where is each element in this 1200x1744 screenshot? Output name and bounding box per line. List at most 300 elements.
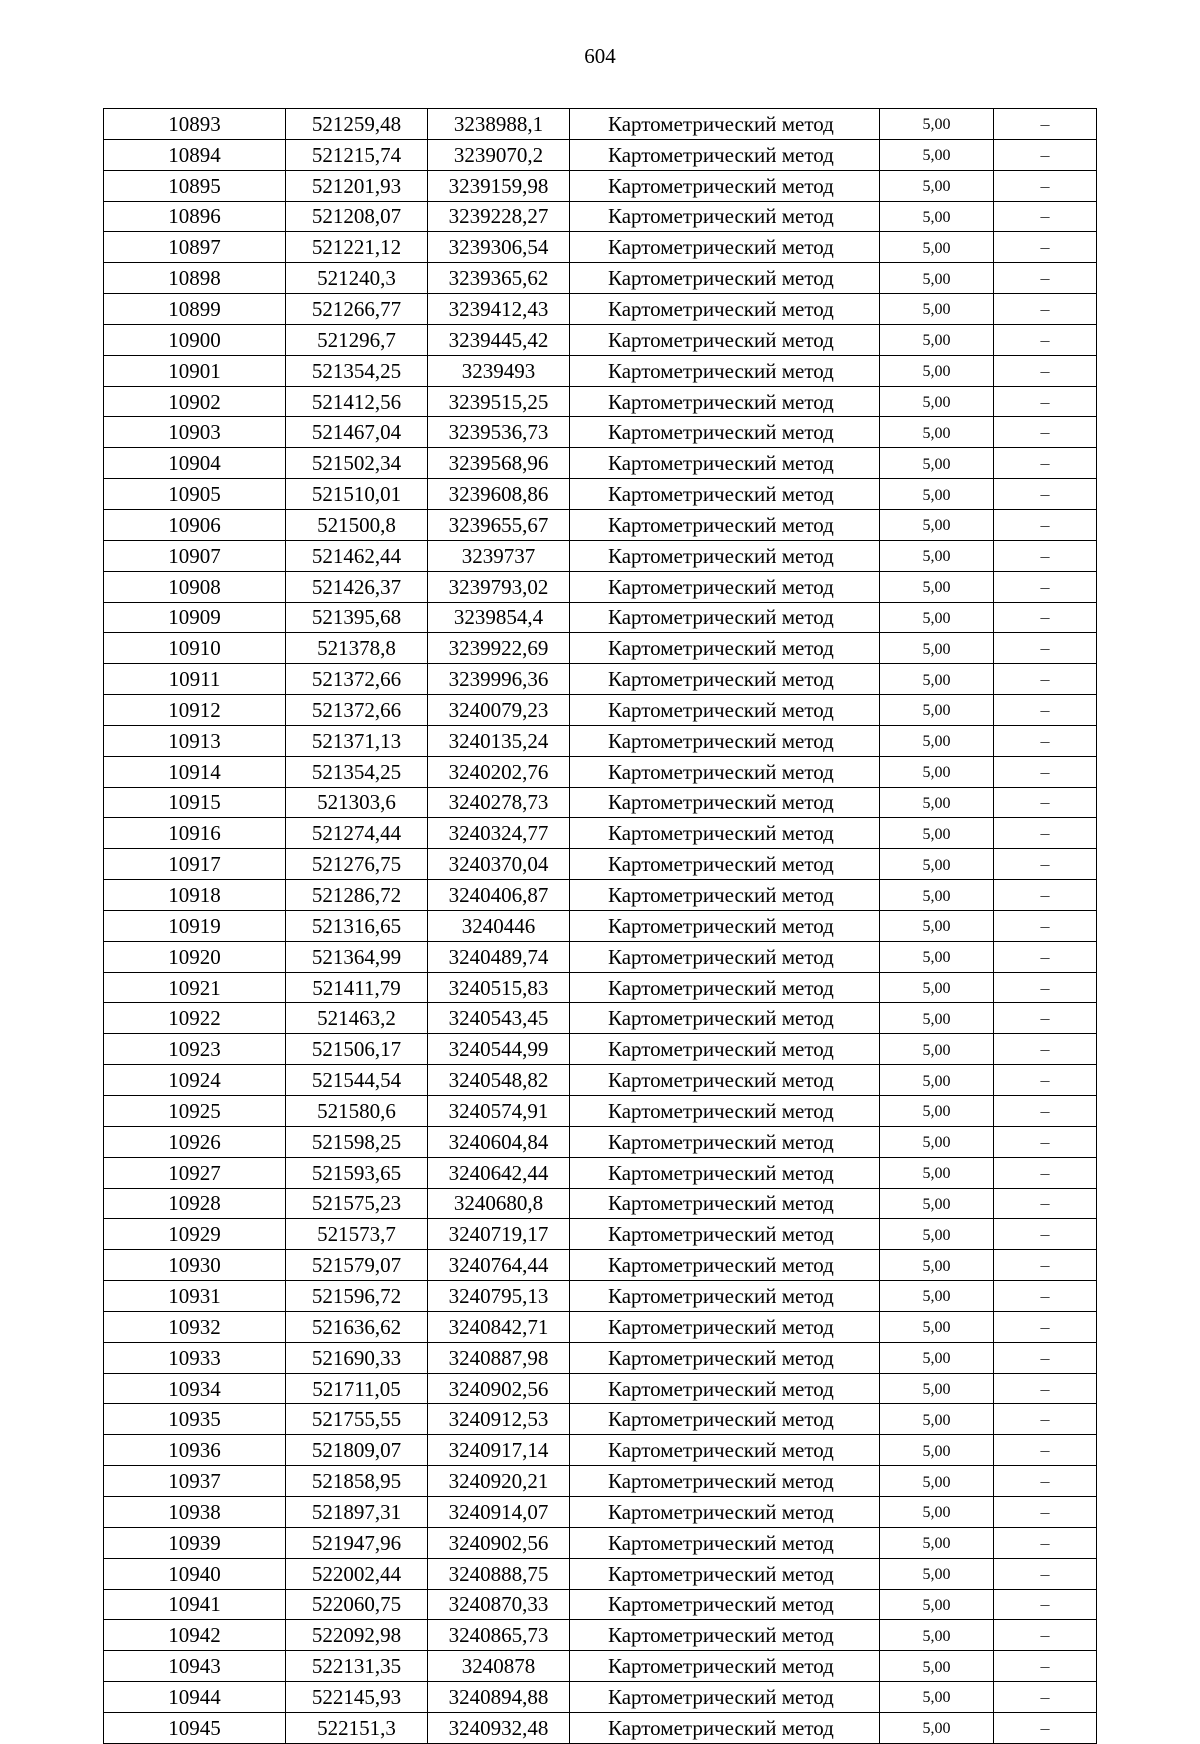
x-coordinate-cell: 521510,01 bbox=[286, 479, 428, 510]
note-cell: – bbox=[994, 725, 1097, 756]
point-number-cell: 10931 bbox=[104, 1281, 286, 1312]
note-cell: – bbox=[994, 1342, 1097, 1373]
y-coordinate-cell: 3240870,33 bbox=[428, 1589, 570, 1620]
accuracy-cell: 5,00 bbox=[880, 910, 994, 941]
accuracy-cell: 5,00 bbox=[880, 1435, 994, 1466]
y-coordinate-cell: 3239996,36 bbox=[428, 664, 570, 695]
table-row bbox=[104, 818, 1097, 849]
y-coordinate-cell: 3239737 bbox=[428, 540, 570, 571]
x-coordinate-cell: 521596,72 bbox=[286, 1281, 428, 1312]
method-cell: Картометрический метод bbox=[570, 849, 880, 880]
x-coordinate-cell: 521462,44 bbox=[286, 540, 428, 571]
table-row bbox=[104, 725, 1097, 756]
note-cell: – bbox=[994, 1496, 1097, 1527]
method-cell: Картометрический метод bbox=[570, 1620, 880, 1651]
table-row bbox=[104, 1311, 1097, 1342]
y-coordinate-cell: 3239568,96 bbox=[428, 448, 570, 479]
method-cell: Картометрический метод bbox=[570, 1065, 880, 1096]
method-cell: Картометрический метод bbox=[570, 139, 880, 170]
y-coordinate-cell: 3239228,27 bbox=[428, 201, 570, 232]
table-row bbox=[104, 1342, 1097, 1373]
table-row bbox=[104, 1712, 1097, 1743]
method-cell: Картометрический метод bbox=[570, 695, 880, 726]
point-number-cell: 10932 bbox=[104, 1311, 286, 1342]
note-cell: – bbox=[994, 787, 1097, 818]
accuracy-cell: 5,00 bbox=[880, 1527, 994, 1558]
y-coordinate-cell: 3239793,02 bbox=[428, 571, 570, 602]
accuracy-cell: 5,00 bbox=[880, 664, 994, 695]
accuracy-cell: 5,00 bbox=[880, 1404, 994, 1435]
x-coordinate-cell: 521371,13 bbox=[286, 725, 428, 756]
note-cell: – bbox=[994, 139, 1097, 170]
point-number-cell: 10920 bbox=[104, 941, 286, 972]
note-cell: – bbox=[994, 540, 1097, 571]
table-row bbox=[104, 170, 1097, 201]
accuracy-cell: 5,00 bbox=[880, 1682, 994, 1713]
y-coordinate-cell: 3240795,13 bbox=[428, 1281, 570, 1312]
note-cell: – bbox=[994, 1003, 1097, 1034]
method-cell: Картометрический метод bbox=[570, 448, 880, 479]
table-row bbox=[104, 1157, 1097, 1188]
table-row bbox=[104, 1527, 1097, 1558]
y-coordinate-cell: 3239515,25 bbox=[428, 386, 570, 417]
y-coordinate-cell: 3240604,84 bbox=[428, 1126, 570, 1157]
x-coordinate-cell: 521580,6 bbox=[286, 1096, 428, 1127]
coordinates-table bbox=[103, 108, 1097, 1744]
y-coordinate-cell: 3240914,07 bbox=[428, 1496, 570, 1527]
accuracy-cell: 5,00 bbox=[880, 818, 994, 849]
table-row bbox=[104, 232, 1097, 263]
note-cell: – bbox=[994, 818, 1097, 849]
y-coordinate-cell: 3239445,42 bbox=[428, 324, 570, 355]
method-cell: Картометрический метод bbox=[570, 1589, 880, 1620]
table-row bbox=[104, 571, 1097, 602]
accuracy-cell: 5,00 bbox=[880, 139, 994, 170]
point-number-cell: 10934 bbox=[104, 1373, 286, 1404]
method-cell: Картометрический метод bbox=[570, 1466, 880, 1497]
y-coordinate-cell: 3240878 bbox=[428, 1651, 570, 1682]
table-row bbox=[104, 1003, 1097, 1034]
note-cell: – bbox=[994, 1589, 1097, 1620]
note-cell: – bbox=[994, 1651, 1097, 1682]
x-coordinate-cell: 522145,93 bbox=[286, 1682, 428, 1713]
method-cell: Картометрический метод bbox=[570, 571, 880, 602]
note-cell: – bbox=[994, 664, 1097, 695]
point-number-cell: 10918 bbox=[104, 880, 286, 911]
note-cell: – bbox=[994, 1712, 1097, 1743]
method-cell: Картометрический метод bbox=[570, 1126, 880, 1157]
accuracy-cell: 5,00 bbox=[880, 1589, 994, 1620]
note-cell: – bbox=[994, 232, 1097, 263]
method-cell: Картометрический метод bbox=[570, 1651, 880, 1682]
note-cell: – bbox=[994, 386, 1097, 417]
point-number-cell: 10894 bbox=[104, 139, 286, 170]
x-coordinate-cell: 521897,31 bbox=[286, 1496, 428, 1527]
table-row bbox=[104, 941, 1097, 972]
table-row bbox=[104, 849, 1097, 880]
x-coordinate-cell: 521579,07 bbox=[286, 1250, 428, 1281]
y-coordinate-cell: 3240888,75 bbox=[428, 1558, 570, 1589]
x-coordinate-cell: 521711,05 bbox=[286, 1373, 428, 1404]
y-coordinate-cell: 3240887,98 bbox=[428, 1342, 570, 1373]
accuracy-cell: 5,00 bbox=[880, 1157, 994, 1188]
y-coordinate-cell: 3239608,86 bbox=[428, 479, 570, 510]
point-number-cell: 10914 bbox=[104, 756, 286, 787]
accuracy-cell: 5,00 bbox=[880, 756, 994, 787]
x-coordinate-cell: 521395,68 bbox=[286, 602, 428, 633]
y-coordinate-cell: 3240079,23 bbox=[428, 695, 570, 726]
y-coordinate-cell: 3240865,73 bbox=[428, 1620, 570, 1651]
y-coordinate-cell: 3239159,98 bbox=[428, 170, 570, 201]
page-number: 604 bbox=[584, 44, 616, 68]
x-coordinate-cell: 521286,72 bbox=[286, 880, 428, 911]
accuracy-cell: 5,00 bbox=[880, 232, 994, 263]
method-cell: Картометрический метод bbox=[570, 1281, 880, 1312]
accuracy-cell: 5,00 bbox=[880, 725, 994, 756]
point-number-cell: 10922 bbox=[104, 1003, 286, 1034]
accuracy-cell: 5,00 bbox=[880, 1126, 994, 1157]
table-row bbox=[104, 1620, 1097, 1651]
y-coordinate-cell: 3240543,45 bbox=[428, 1003, 570, 1034]
y-coordinate-cell: 3240446 bbox=[428, 910, 570, 941]
table-row bbox=[104, 1281, 1097, 1312]
point-number-cell: 10903 bbox=[104, 417, 286, 448]
method-cell: Картометрический метод bbox=[570, 170, 880, 201]
y-coordinate-cell: 3240324,77 bbox=[428, 818, 570, 849]
table-row bbox=[104, 540, 1097, 571]
table-row bbox=[104, 263, 1097, 294]
accuracy-cell: 5,00 bbox=[880, 1466, 994, 1497]
note-cell: – bbox=[994, 1126, 1097, 1157]
x-coordinate-cell: 521593,65 bbox=[286, 1157, 428, 1188]
point-number-cell: 10924 bbox=[104, 1065, 286, 1096]
accuracy-cell: 5,00 bbox=[880, 1311, 994, 1342]
y-coordinate-cell: 3239493 bbox=[428, 355, 570, 386]
point-number-cell: 10935 bbox=[104, 1404, 286, 1435]
x-coordinate-cell: 521573,7 bbox=[286, 1219, 428, 1250]
table-row bbox=[104, 1096, 1097, 1127]
table-row bbox=[104, 1126, 1097, 1157]
method-cell: Картометрический метод bbox=[570, 1096, 880, 1127]
table-row bbox=[104, 324, 1097, 355]
note-cell: – bbox=[994, 756, 1097, 787]
method-cell: Картометрический метод bbox=[570, 232, 880, 263]
table-row bbox=[104, 1496, 1097, 1527]
note-cell: – bbox=[994, 695, 1097, 726]
accuracy-cell: 5,00 bbox=[880, 170, 994, 201]
point-number-cell: 10897 bbox=[104, 232, 286, 263]
y-coordinate-cell: 3240912,53 bbox=[428, 1404, 570, 1435]
point-number-cell: 10941 bbox=[104, 1589, 286, 1620]
note-cell: – bbox=[994, 602, 1097, 633]
y-coordinate-cell: 3239306,54 bbox=[428, 232, 570, 263]
table-row bbox=[104, 1558, 1097, 1589]
point-number-cell: 10936 bbox=[104, 1435, 286, 1466]
method-cell: Картометрический метод bbox=[570, 479, 880, 510]
y-coordinate-cell: 3239854,4 bbox=[428, 602, 570, 633]
point-number-cell: 10944 bbox=[104, 1682, 286, 1713]
note-cell: – bbox=[994, 417, 1097, 448]
table-row bbox=[104, 417, 1097, 448]
y-coordinate-cell: 3239536,73 bbox=[428, 417, 570, 448]
accuracy-cell: 5,00 bbox=[880, 263, 994, 294]
note-cell: – bbox=[994, 880, 1097, 911]
accuracy-cell: 5,00 bbox=[880, 1034, 994, 1065]
accuracy-cell: 5,00 bbox=[880, 509, 994, 540]
accuracy-cell: 5,00 bbox=[880, 294, 994, 325]
table-row bbox=[104, 787, 1097, 818]
method-cell: Картометрический метод bbox=[570, 1682, 880, 1713]
x-coordinate-cell: 521240,3 bbox=[286, 263, 428, 294]
point-number-cell: 10942 bbox=[104, 1620, 286, 1651]
table-row bbox=[104, 1682, 1097, 1713]
point-number-cell: 10933 bbox=[104, 1342, 286, 1373]
x-coordinate-cell: 521276,75 bbox=[286, 849, 428, 880]
y-coordinate-cell: 3240278,73 bbox=[428, 787, 570, 818]
point-number-cell: 10916 bbox=[104, 818, 286, 849]
note-cell: – bbox=[994, 1096, 1097, 1127]
accuracy-cell: 5,00 bbox=[880, 941, 994, 972]
accuracy-cell: 5,00 bbox=[880, 386, 994, 417]
x-coordinate-cell: 521208,07 bbox=[286, 201, 428, 232]
x-coordinate-cell: 522092,98 bbox=[286, 1620, 428, 1651]
y-coordinate-cell: 3240548,82 bbox=[428, 1065, 570, 1096]
point-number-cell: 10937 bbox=[104, 1466, 286, 1497]
method-cell: Картометрический метод bbox=[570, 1157, 880, 1188]
accuracy-cell: 5,00 bbox=[880, 1250, 994, 1281]
point-number-cell: 10909 bbox=[104, 602, 286, 633]
method-cell: Картометрический метод bbox=[570, 1435, 880, 1466]
note-cell: – bbox=[994, 263, 1097, 294]
point-number-cell: 10893 bbox=[104, 109, 286, 140]
x-coordinate-cell: 521354,25 bbox=[286, 756, 428, 787]
accuracy-cell: 5,00 bbox=[880, 1065, 994, 1096]
x-coordinate-cell: 521221,12 bbox=[286, 232, 428, 263]
x-coordinate-cell: 521303,6 bbox=[286, 787, 428, 818]
x-coordinate-cell: 521411,79 bbox=[286, 972, 428, 1003]
point-number-cell: 10906 bbox=[104, 509, 286, 540]
point-number-cell: 10899 bbox=[104, 294, 286, 325]
point-number-cell: 10945 bbox=[104, 1712, 286, 1743]
accuracy-cell: 5,00 bbox=[880, 1496, 994, 1527]
accuracy-cell: 5,00 bbox=[880, 1651, 994, 1682]
x-coordinate-cell: 521500,8 bbox=[286, 509, 428, 540]
method-cell: Картометрический метод bbox=[570, 818, 880, 849]
x-coordinate-cell: 521274,44 bbox=[286, 818, 428, 849]
method-cell: Картометрический метод bbox=[570, 941, 880, 972]
accuracy-cell: 5,00 bbox=[880, 109, 994, 140]
accuracy-cell: 5,00 bbox=[880, 1281, 994, 1312]
point-number-cell: 10917 bbox=[104, 849, 286, 880]
x-coordinate-cell: 521575,23 bbox=[286, 1188, 428, 1219]
table-row bbox=[104, 972, 1097, 1003]
method-cell: Картометрический метод bbox=[570, 1404, 880, 1435]
method-cell: Картометрический метод bbox=[570, 1373, 880, 1404]
method-cell: Картометрический метод bbox=[570, 1250, 880, 1281]
accuracy-cell: 5,00 bbox=[880, 448, 994, 479]
note-cell: – bbox=[994, 941, 1097, 972]
table-row bbox=[104, 1034, 1097, 1065]
method-cell: Картометрический метод bbox=[570, 109, 880, 140]
note-cell: – bbox=[994, 1527, 1097, 1558]
method-cell: Картометрический метод bbox=[570, 972, 880, 1003]
accuracy-cell: 5,00 bbox=[880, 1558, 994, 1589]
point-number-cell: 10915 bbox=[104, 787, 286, 818]
method-cell: Картометрический метод bbox=[570, 1188, 880, 1219]
note-cell: – bbox=[994, 849, 1097, 880]
accuracy-cell: 5,00 bbox=[880, 1219, 994, 1250]
method-cell: Картометрический метод bbox=[570, 355, 880, 386]
table-row bbox=[104, 1250, 1097, 1281]
x-coordinate-cell: 521354,25 bbox=[286, 355, 428, 386]
y-coordinate-cell: 3240932,48 bbox=[428, 1712, 570, 1743]
accuracy-cell: 5,00 bbox=[880, 571, 994, 602]
method-cell: Картометрический метод bbox=[570, 725, 880, 756]
note-cell: – bbox=[994, 633, 1097, 664]
point-number-cell: 10926 bbox=[104, 1126, 286, 1157]
point-number-cell: 10900 bbox=[104, 324, 286, 355]
table-row bbox=[104, 1373, 1097, 1404]
point-number-cell: 10912 bbox=[104, 695, 286, 726]
point-number-cell: 10928 bbox=[104, 1188, 286, 1219]
y-coordinate-cell: 3239922,69 bbox=[428, 633, 570, 664]
point-number-cell: 10905 bbox=[104, 479, 286, 510]
y-coordinate-cell: 3240515,83 bbox=[428, 972, 570, 1003]
x-coordinate-cell: 521947,96 bbox=[286, 1527, 428, 1558]
table-row bbox=[104, 386, 1097, 417]
method-cell: Картометрический метод bbox=[570, 1219, 880, 1250]
note-cell: – bbox=[994, 910, 1097, 941]
note-cell: – bbox=[994, 201, 1097, 232]
table-row bbox=[104, 509, 1097, 540]
y-coordinate-cell: 3239070,2 bbox=[428, 139, 570, 170]
note-cell: – bbox=[994, 1250, 1097, 1281]
accuracy-cell: 5,00 bbox=[880, 602, 994, 633]
y-coordinate-cell: 3240406,87 bbox=[428, 880, 570, 911]
point-number-cell: 10896 bbox=[104, 201, 286, 232]
accuracy-cell: 5,00 bbox=[880, 1712, 994, 1743]
y-coordinate-cell: 3240135,24 bbox=[428, 725, 570, 756]
table-row bbox=[104, 448, 1097, 479]
y-coordinate-cell: 3240642,44 bbox=[428, 1157, 570, 1188]
x-coordinate-cell: 521378,8 bbox=[286, 633, 428, 664]
method-cell: Картометрический метод bbox=[570, 756, 880, 787]
y-coordinate-cell: 3240894,88 bbox=[428, 1682, 570, 1713]
note-cell: – bbox=[994, 1188, 1097, 1219]
x-coordinate-cell: 521266,77 bbox=[286, 294, 428, 325]
note-cell: – bbox=[994, 1682, 1097, 1713]
y-coordinate-cell: 3240902,56 bbox=[428, 1527, 570, 1558]
x-coordinate-cell: 521215,74 bbox=[286, 139, 428, 170]
x-coordinate-cell: 521502,34 bbox=[286, 448, 428, 479]
point-number-cell: 10930 bbox=[104, 1250, 286, 1281]
note-cell: – bbox=[994, 1065, 1097, 1096]
accuracy-cell: 5,00 bbox=[880, 633, 994, 664]
y-coordinate-cell: 3240370,04 bbox=[428, 849, 570, 880]
point-number-cell: 10929 bbox=[104, 1219, 286, 1250]
method-cell: Картометрический метод bbox=[570, 201, 880, 232]
table-row bbox=[104, 910, 1097, 941]
y-coordinate-cell: 3239412,43 bbox=[428, 294, 570, 325]
table-row bbox=[104, 1651, 1097, 1682]
point-number-cell: 10925 bbox=[104, 1096, 286, 1127]
point-number-cell: 10940 bbox=[104, 1558, 286, 1589]
point-number-cell: 10904 bbox=[104, 448, 286, 479]
note-cell: – bbox=[994, 1219, 1097, 1250]
table-row bbox=[104, 139, 1097, 170]
point-number-cell: 10898 bbox=[104, 263, 286, 294]
method-cell: Картометрический метод bbox=[570, 540, 880, 571]
accuracy-cell: 5,00 bbox=[880, 1096, 994, 1127]
y-coordinate-cell: 3240902,56 bbox=[428, 1373, 570, 1404]
accuracy-cell: 5,00 bbox=[880, 695, 994, 726]
x-coordinate-cell: 521316,65 bbox=[286, 910, 428, 941]
x-coordinate-cell: 522002,44 bbox=[286, 1558, 428, 1589]
point-number-cell: 10923 bbox=[104, 1034, 286, 1065]
accuracy-cell: 5,00 bbox=[880, 355, 994, 386]
accuracy-cell: 5,00 bbox=[880, 1373, 994, 1404]
method-cell: Картометрический метод bbox=[570, 324, 880, 355]
method-cell: Картометрический метод bbox=[570, 263, 880, 294]
accuracy-cell: 5,00 bbox=[880, 1620, 994, 1651]
method-cell: Картометрический метод bbox=[570, 787, 880, 818]
accuracy-cell: 5,00 bbox=[880, 540, 994, 571]
x-coordinate-cell: 521364,99 bbox=[286, 941, 428, 972]
note-cell: – bbox=[994, 1558, 1097, 1589]
note-cell: – bbox=[994, 479, 1097, 510]
note-cell: – bbox=[994, 1404, 1097, 1435]
point-number-cell: 10943 bbox=[104, 1651, 286, 1682]
table-row bbox=[104, 664, 1097, 695]
note-cell: – bbox=[994, 1435, 1097, 1466]
x-coordinate-cell: 521463,2 bbox=[286, 1003, 428, 1034]
x-coordinate-cell: 521372,66 bbox=[286, 664, 428, 695]
point-number-cell: 10911 bbox=[104, 664, 286, 695]
table-row bbox=[104, 1589, 1097, 1620]
accuracy-cell: 5,00 bbox=[880, 1342, 994, 1373]
table-row bbox=[104, 109, 1097, 140]
method-cell: Картометрический метод bbox=[570, 880, 880, 911]
note-cell: – bbox=[994, 1157, 1097, 1188]
x-coordinate-cell: 521412,56 bbox=[286, 386, 428, 417]
point-number-cell: 10902 bbox=[104, 386, 286, 417]
table-row bbox=[104, 602, 1097, 633]
table-row bbox=[104, 880, 1097, 911]
y-coordinate-cell: 3240202,76 bbox=[428, 756, 570, 787]
note-cell: – bbox=[994, 448, 1097, 479]
method-cell: Картометрический метод bbox=[570, 1558, 880, 1589]
note-cell: – bbox=[994, 1466, 1097, 1497]
accuracy-cell: 5,00 bbox=[880, 479, 994, 510]
point-number-cell: 10908 bbox=[104, 571, 286, 602]
x-coordinate-cell: 521506,17 bbox=[286, 1034, 428, 1065]
accuracy-cell: 5,00 bbox=[880, 880, 994, 911]
y-coordinate-cell: 3239655,67 bbox=[428, 509, 570, 540]
note-cell: – bbox=[994, 324, 1097, 355]
table-row bbox=[104, 1466, 1097, 1497]
table-row bbox=[104, 1435, 1097, 1466]
table-body bbox=[104, 109, 1097, 1744]
method-cell: Картометрический метод bbox=[570, 633, 880, 664]
table-row bbox=[104, 1219, 1097, 1250]
x-coordinate-cell: 521690,33 bbox=[286, 1342, 428, 1373]
method-cell: Картометрический метод bbox=[570, 1712, 880, 1743]
y-coordinate-cell: 3240920,21 bbox=[428, 1466, 570, 1497]
note-cell: – bbox=[994, 170, 1097, 201]
method-cell: Картометрический метод bbox=[570, 602, 880, 633]
method-cell: Картометрический метод bbox=[570, 910, 880, 941]
x-coordinate-cell: 521296,7 bbox=[286, 324, 428, 355]
